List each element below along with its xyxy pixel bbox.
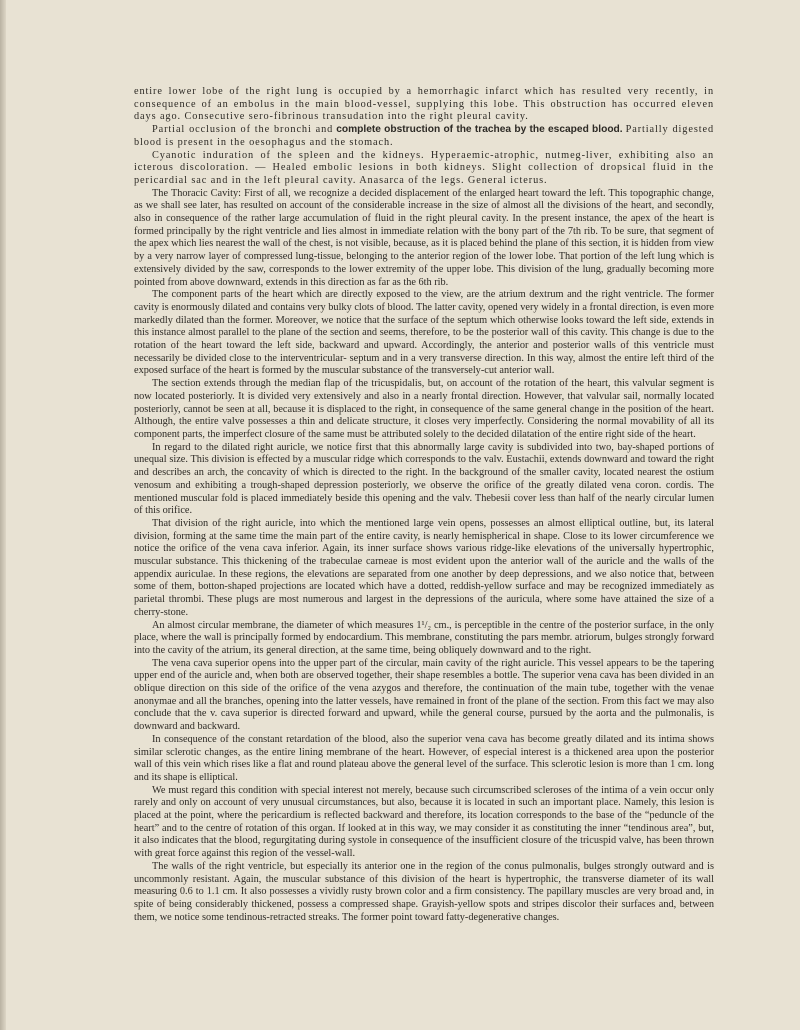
intro-paragraph-2: [134, 124, 714, 149]
body-paragraph-2: The component parts of the heart which are directly exposed to the view, are the atrium dextrum and the right ventricle. The former cavity is enormously dilated and contains very bulky clots of blood. The latter cavity, opened very widely in a frontal direction, is even more markedly dilated than the former. Moreover, we notice that the surface of the septum which otherwise looks toward the left side, extends in this instance almost parallel to the plane of the section and seems, therefore, to be the posterior wall of this cavity. This change is due to the rotation of the heart toward the left side, backward and upward. Accordingly, the anterior and posterior walls of this ventricle must necessarily be divided close to the interventricular- septum and in a very transverse direction. In this way, almost the entire left third of the exposed surface of the heart is formed by the muscular substance of the transversely-cut anterior wall.: [134, 289, 714, 377]
body-paragraph-1: The Thoracic Cavity: First of all, we recognize a decided displacement of the enlarged heart toward the left. This topographic change, as we shall see later, has resulted on account of the considerable increase in the size of almost all the divisions of the heart, and secondly, also in consequence of the rather large accumulation of fluid in the right pleural cavity. In the present instance, the apex of the heart is formed principally by the right ventricle and lies almost in immediate relation with the bony part of the 7th rib. To be sure, that segment of the apex which lies nearest the wall of the chest, is not visible, because, as it is placed behind the plane of this section, it is hidden from view by a very narrow layer of compressed lung-tissue, belonging to the anterior region of the lower lobe. That portion of the left lung which is extensively divided by the saw, corresponds to the lower extremity of the upper lobe. This division of the lung, gradually becoming more pointed from above downward, extends in this direction as far as the 6th rib.: [134, 187, 714, 288]
page-spine-shadow: [0, 0, 6, 1030]
intro-paragraph-2-lead: Partial occlusion of the bronchi and: [152, 124, 334, 136]
body-paragraph-3: The section extends through the median flap of the tricuspidalis, but, on account of the rotation of the heart, this valvular segment is now located posteriorly. It is divided very extensively and also in a nearly frontal direction. However, that valvular sail, normally located posteriorly, cannot be seen at all, because it is displaced to the right, in consequence of the same general change in the position of the heart. Although, the entire valve possesses a thin and delicate structure, it closes very imperfectly. Considering the normal movability of all its component parts, the imperfect closure of the same must be attributed solely to the decided dilatation of the entire right side of the heart.: [134, 378, 714, 440]
intro-paragraph-2-tail: Partially digested blood is present in the oesophagus and the stomach.: [134, 124, 715, 148]
body-paragraph-7: The vena cava superior opens into the upper part of the circular, main cavity of the right auricle. This vessel appears to be the tapering upper end of the auricle and, when both are observed together, their shape resembles a bottle. The superior vena cava has been divided in an oblique direction on this side of the orifice of the vena azygos and therefore, the continuation of the main tube, together with the venae anonymae and all the branches, opening into the latter vessels, have remained in front of the plane of the section. From this fact we may also conclude that the v. cava superior is directed forward and upward, while the general course, pursued by the aorta and the pulmonalis, is downward and backward.: [134, 657, 714, 733]
intro-paragraph-3: Cyanotic induration of the spleen and the kidneys. Hyperaemic-atrophic, nutmeg-liver, exhibiting also an icterous discoloration. — Healed embolic lesions in both kidneys. Slight collection of dropsical fluid in the pericardial sac and in the left pleural cavity. Anasarca of the legs. General icterus.: [134, 149, 714, 186]
body-paragraph-9: We must regard this condition with special interest not merely, because such circumscribed scleroses of the intima of a vein occur only rarely and only on account of very unusual circumstances, but also, because it is located in such an important place. Namely, this lesion is placed at the point, where the pericardium is reflected backward and therefore, its location corresponds to the base of the “peduncle of the heart” and to the centre of rotation of this organ. If looked at in this way, we may consider it as constituting the inner “tendinous area”, but, it also indicates that the blood, regurgitating during systole in consequence of the insufficient closure of the tricuspid valve, has been thrown with great force against this region of the vessel-wall.: [134, 784, 714, 860]
body-paragraph-5: That division of the right auricle, into which the mentioned large vein opens, possesses an almost elliptical outline, but, its lateral division, forming at the same time the main part of the entire cavity, is nearly hemispherical in shape. Close to its lower circumference we notice the orifice of the vena cava inferior. Again, its inner surface shows various ridge-like elevations of the universally hypertrophic, muscular substance. This thickening of the trabeculae carneae is most evident upon the anterior wall of the auricle and the walls of the appendix auriculae. In these regions, the elevations are separated from one another by deep depressions, and we also notice that, between some of them, botton-shaped projections are located which have a dotted, reddish-yellow surface and may be recognized immediately as parietal thrombi. These plugs are most numerous and largest in the depressions of the auricula, where some have attained the size of a cherry-stone.: [134, 517, 714, 618]
body-paragraph-10: The walls of the right ventricle, but especially its anterior one in the region of the conus pulmonalis, bulges strongly outward and is uncommonly resistant. Again, the muscular substance of this division of the heart is hypertrophic, the transverse diameter of its wall measuring 0.6 to 1.1 cm. It also possesses a vividly rusty brown color and a firm consistency. The papillary muscles are very broad and, in spite of being considerably thickened, possess a compressed shape. Grayish-yellow spots and stripes discolor their surfaces and, between them, we notice some tendinous-retracted streaks. The former point toward fatty-degenerative changes.: [134, 860, 714, 923]
page-text-block: [134, 86, 714, 924]
body-paragraph-8: In consequence of the constant retardation of the blood, also the superior vena cava has become greatly dilated and its intima shows similar sclerotic changes, as the entire lining membrane of the heart. However, of especial interest is a thickened area upon the posterior wall of this vein which rises like a flat and round plateau above the general level of the surface. This sclerotic lesion is more than 1 cm. long and its shape is elliptical.: [134, 733, 714, 783]
body-paragraph-4: In regard to the dilated right auricle, we notice first that this abnormally large cavity is subdivided into two, bay-shaped portions of unequal size. This division is effected by a muscular ridge which corresponds to the valv. Eustachii, extends downward and toward the right and describes an arch, the concavity of which is directed to the right. In the background of the smaller cavity, located nearest the ostium venosum and exhibiting a trough-shaped depression posteriorly, we observe the orifice of the greatly dilated vena coron. cordis. The mentioned muscular fold is placed immediately beside this opening and the valv. Thebesii cover less than half of the nearly circular lumen of this orifice.: [134, 441, 714, 517]
intro-paragraph-1: entire lower lobe of the right lung is occupied by a hemorrhagic infarct which has resulted very recently, in consequence of an embolus in the main blood-vessel, supplying this lobe. This obstruction has occurred eleven days ago. Consecutive sero-fibrinous transudation into the right pleural cavity.: [134, 86, 714, 123]
intro-paragraph-2-bold: complete obstruction of the trachea by the escaped blood.: [336, 124, 623, 136]
body-paragraph-6: An almost circular membrane, the diameter of which measures 1¹/₂ cm., is perceptible in the centre of the posterior surface, in the only place, where the wall is principally formed by endocardium. This membrane, constituting the pars membr. atriorum, bulges strongly forward into the cavity of the atrium, its general direction, at the same time, being obliquely downward and to the right.: [134, 619, 714, 656]
